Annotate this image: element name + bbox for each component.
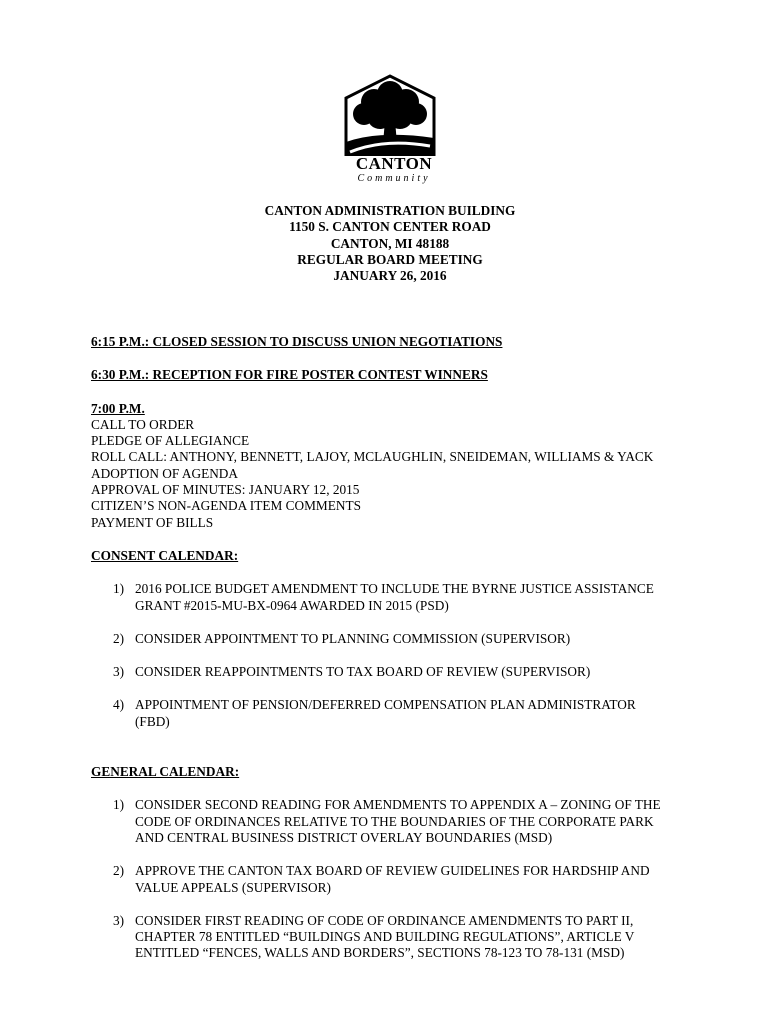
- general-calendar-heading: GENERAL CALENDAR:: [91, 764, 240, 780]
- item-number: 3): [113, 912, 125, 928]
- agenda-line-adoption: ADOPTION OF AGENDA: [91, 465, 239, 481]
- general-calendar-list: [91, 797, 701, 961]
- item-text: CONSIDER REAPPOINTMENTS TO TAX BOARD OF REVIEW (SUPERVISOR): [135, 664, 591, 680]
- list-item: [91, 863, 701, 896]
- item-text: APPROVE THE CANTON TAX BOARD OF REVIEW GUIDELINES FOR HARDSHIP AND VALUE APPEALS (SUPERVISOR): [135, 863, 650, 895]
- header-date: JANUARY 26, 2016: [333, 268, 447, 284]
- item-text: 2016 POLICE BUDGET AMENDMENT TO INCLUDE THE BYRNE JUSTICE ASSISTANCE GRANT #2015-MU-BX-0964 AWARDED IN 2015 (PSD): [135, 581, 654, 613]
- item-text: CONSIDER FIRST READING OF CODE OF ORDINANCE AMENDMENTS TO PART II, CHAPTER 78 ENTITLED “BUILDINGS AND BUILDING REGULATIONS”, ARTICLE V ENTITLED “FENCES, WALLS AND BORDERS”, SECTIONS 78-123 TO 78-131 (MSD): [135, 912, 635, 961]
- header-address: 1150 S. CANTON CENTER ROAD: [289, 219, 491, 235]
- meeting-header: [0, 203, 770, 284]
- item-number: 2): [113, 863, 125, 879]
- item-number: 1): [113, 581, 125, 597]
- consent-calendar-heading: CONSENT CALENDAR:: [91, 547, 239, 563]
- agenda-line-call-to-order: CALL TO ORDER: [91, 416, 195, 432]
- list-item: [91, 797, 701, 846]
- logo-tagline: Community: [357, 173, 431, 184]
- list-item: [91, 913, 701, 962]
- item-number: 2): [113, 630, 125, 646]
- list-item: [91, 664, 701, 680]
- item-text: APPOINTMENT OF PENSION/DEFERRED COMPENSATION PLAN ADMINISTRATOR (FBD): [135, 697, 636, 729]
- agenda-body: [91, 334, 701, 979]
- logo-name: CANTON: [355, 154, 433, 173]
- list-item: [91, 631, 701, 647]
- main-session-time: 7:00 P.M.: [91, 400, 145, 416]
- item-text: CONSIDER APPOINTMENT TO PLANNING COMMISSION (SUPERVISOR): [135, 630, 571, 646]
- header-meeting-type: REGULAR BOARD MEETING: [297, 251, 483, 267]
- item-number: 4): [113, 697, 125, 713]
- reception-heading: 6:30 P.M.: RECEPTION FOR FIRE POSTER CONTEST WINNERS: [91, 367, 488, 383]
- item-number: 1): [113, 797, 125, 813]
- canton-community-logo: [340, 72, 440, 190]
- agenda-line-roll-call: ROLL CALL: ANTHONY, BENNETT, LAJOY, MCLAUGHLIN, SNEIDEMAN, WILLIAMS & YACK: [91, 449, 654, 465]
- header-building: CANTON ADMINISTRATION BUILDING: [264, 203, 516, 218]
- closed-session-heading: 6:15 P.M.: CLOSED SESSION TO DISCUSS UNION NEGOTIATIONS: [91, 334, 503, 349]
- header-city: CANTON, MI 48188: [330, 235, 450, 251]
- agenda-line-payment: PAYMENT OF BILLS: [91, 514, 214, 530]
- agenda-line-minutes: APPROVAL OF MINUTES: JANUARY 12, 2015: [91, 482, 360, 498]
- list-item: [91, 697, 701, 730]
- agenda-line-pledge: PLEDGE OF ALLEGIANCE: [91, 433, 250, 449]
- list-item: [91, 581, 701, 614]
- item-text: CONSIDER SECOND READING FOR AMENDMENTS TO APPENDIX A – ZONING OF THE CODE OF ORDINANCES RELATIVE TO THE BOUNDARIES OF THE CORPORATE PARK AND CENTRAL BUSINESS DISTRICT OVERLAY BOUNDARIES (MSD): [135, 797, 661, 845]
- consent-calendar-list: [91, 581, 701, 730]
- item-number: 3): [113, 664, 125, 680]
- agenda-line-citizen-comments: CITIZEN’S NON-AGENDA ITEM COMMENTS: [91, 498, 361, 514]
